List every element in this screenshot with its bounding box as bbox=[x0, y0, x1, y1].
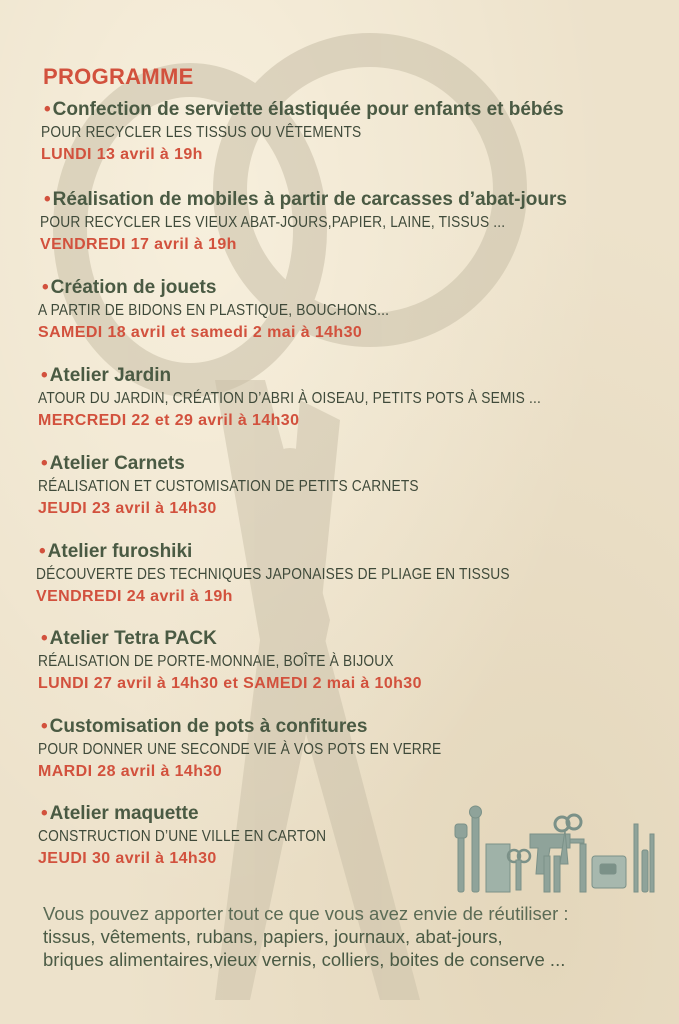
item-subtitle: ATOUR DU JARDIN, CRÉATION D’ABRI À OISEAU, PETITS POTS À SEMIS ... bbox=[38, 390, 541, 407]
item-title: • Atelier Carnets bbox=[41, 453, 185, 474]
bullet-icon: • bbox=[41, 453, 48, 474]
programme-item bbox=[0, 276, 679, 345]
item-title: • Atelier furoshiki bbox=[39, 541, 193, 562]
item-title: • Atelier Jardin bbox=[41, 365, 172, 386]
item-subtitle: CONSTRUCTION D’UNE VILLE EN CARTON bbox=[38, 828, 327, 845]
bullet-icon: • bbox=[44, 189, 51, 210]
item-subtitle: RÉALISATION ET CUSTOMISATION DE PETITS CARNETS bbox=[38, 478, 419, 495]
item-subtitle: POUR DONNER UNE SECONDE VIE À VOS POTS EN VERRE bbox=[38, 741, 442, 758]
programme-item bbox=[0, 627, 679, 696]
programme-item bbox=[0, 364, 679, 433]
item-date: JEUDI 23 avril à 14h30 bbox=[38, 500, 217, 517]
bullet-icon: • bbox=[42, 277, 49, 298]
item-date: VENDREDI 24 avril à 19h bbox=[36, 588, 233, 605]
item-date: JEUDI 30 avril à 14h30 bbox=[38, 850, 217, 867]
bullet-icon: • bbox=[41, 628, 48, 649]
item-subtitle: A PARTIR DE BIDONS EN PLASTIQUE, BOUCHONS... bbox=[38, 302, 390, 319]
item-date: MERCREDI 22 et 29 avril à 14h30 bbox=[38, 412, 300, 429]
programme-heading: PROGRAMME bbox=[43, 64, 194, 89]
item-subtitle: POUR RECYCLER LES TISSUS OU VÊTEMENTS bbox=[41, 124, 362, 141]
programme-item bbox=[0, 188, 679, 257]
item-title: • Customisation de pots à confitures bbox=[41, 716, 368, 737]
item-title: • Atelier Tetra PACK bbox=[41, 628, 217, 649]
item-date: SAMEDI 18 avril et samedi 2 mai à 14h30 bbox=[38, 324, 363, 341]
bullet-icon: • bbox=[39, 541, 46, 562]
craft-tools-icon bbox=[450, 804, 660, 894]
item-title: • Réalisation de mobiles à partir de carcasses d’abat-jours bbox=[44, 189, 567, 210]
item-date: VENDREDI 17 avril à 19h bbox=[40, 236, 237, 253]
item-title: • Création de jouets bbox=[42, 277, 217, 298]
footer-note bbox=[43, 902, 663, 971]
bullet-icon: • bbox=[41, 716, 48, 737]
item-title: • Confection de serviette élastiquée pour enfants et bébés bbox=[44, 99, 564, 120]
footer-line-1: Vous pouvez apporter tout ce que vous avez envie de réutiliser : bbox=[43, 903, 569, 924]
bullet-icon: • bbox=[41, 803, 48, 824]
item-subtitle: DÉCOUVERTE DES TECHNIQUES JAPONAISES DE PLIAGE EN TISSUS bbox=[36, 566, 510, 583]
bullet-icon: • bbox=[41, 365, 48, 386]
item-subtitle: RÉALISATION DE PORTE-MONNAIE, BOÎTE À BIJOUX bbox=[38, 653, 394, 670]
programme-item bbox=[0, 540, 679, 609]
item-date: MARDI 28 avril à 14h30 bbox=[38, 763, 222, 780]
item-date: LUNDI 27 avril à 14h30 et SAMEDI 2 mai à 10h30 bbox=[38, 675, 422, 692]
programme-item bbox=[0, 452, 679, 521]
programme-item bbox=[0, 98, 679, 167]
item-subtitle: POUR RECYCLER LES VIEUX ABAT-JOURS,PAPIER, LAINE, TISSUS ... bbox=[40, 214, 506, 231]
item-date: LUNDI 13 avril à 19h bbox=[41, 146, 203, 163]
item-title: • Atelier maquette bbox=[41, 803, 199, 824]
programme-item bbox=[0, 715, 679, 784]
footer-line-3: briques alimentaires,vieux vernis, colliers, boites de conserve ... bbox=[43, 949, 566, 970]
bullet-icon: • bbox=[44, 99, 51, 120]
footer-line-2: tissus, vêtements, rubans, papiers, journaux, abat-jours, bbox=[43, 926, 503, 947]
